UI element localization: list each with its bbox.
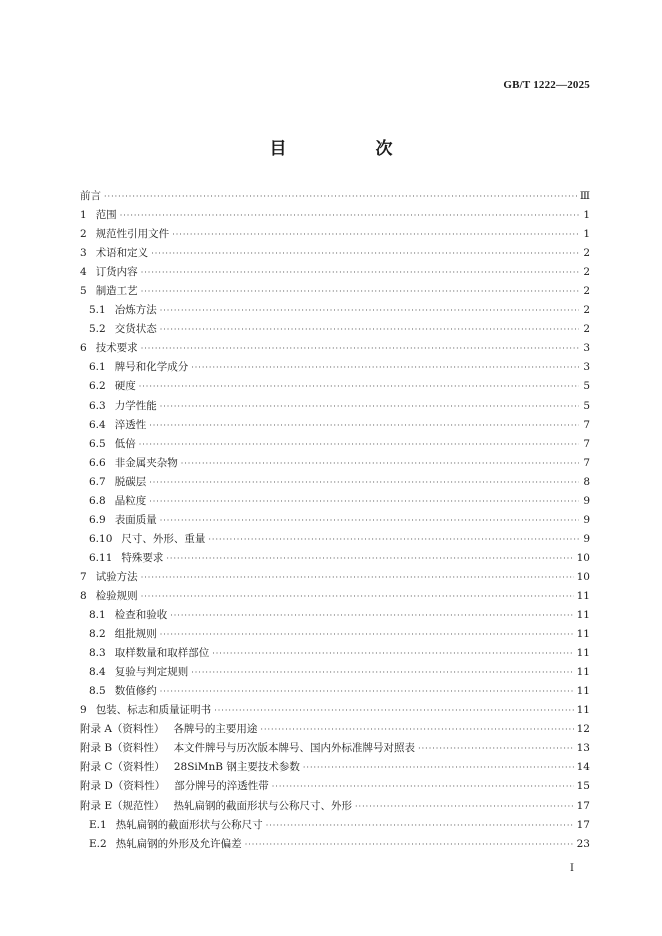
- toc-entry-label: 各牌号的主要用途: [173, 723, 258, 736]
- toc-entry-label: 交货状态: [114, 323, 157, 336]
- toc-entry-page: 7: [583, 437, 590, 450]
- toc-entry-number: 1: [80, 209, 87, 222]
- toc-entry-page: 8: [583, 475, 590, 488]
- toc-entry-number: 8.4: [89, 666, 106, 679]
- toc-entry[interactable]: [80, 683, 590, 702]
- toc-entry[interactable]: [80, 302, 590, 321]
- toc-entry-label: 前言: [80, 190, 101, 202]
- standard-code: GB/T 1222—2025: [503, 79, 590, 91]
- toc-entry-number: 3: [80, 247, 87, 260]
- toc-leader-dots: [181, 459, 579, 468]
- toc-entry-number: 6.1: [89, 361, 106, 374]
- toc-entry-number: 6.7: [89, 475, 106, 488]
- toc-entry-page: 9: [583, 494, 590, 507]
- toc-leader-dots: [260, 725, 573, 734]
- toc-entry[interactable]: [80, 283, 590, 302]
- toc-entry-page: 10: [576, 551, 590, 564]
- toc-entry-label: 低倍: [114, 437, 136, 450]
- toc-leader-dots: [191, 363, 579, 372]
- toc-entry-label: 28SiMnB 钢主要技术参数: [173, 761, 300, 774]
- toc-entry-label: 淬透性: [114, 418, 147, 431]
- toc-entry-page: 3: [583, 361, 590, 374]
- toc-entry-page: 2: [583, 304, 590, 317]
- toc-entry-page: 11: [576, 589, 590, 602]
- toc-leader-dots: [104, 192, 577, 201]
- toc-entry-number: 6: [80, 342, 87, 355]
- toc-entry-label: 硬度: [114, 380, 136, 393]
- toc-entry[interactable]: [80, 778, 590, 797]
- toc-leader-dots: [139, 382, 579, 391]
- toc-entry-number: 附录 B（资料性）: [80, 742, 165, 755]
- toc-entry-page: 11: [576, 666, 590, 679]
- toc-leader-dots: [160, 630, 574, 639]
- toc-entry-page: 12: [576, 723, 590, 736]
- toc-entry-label: 脱碳层: [114, 475, 147, 488]
- toc-entry[interactable]: [80, 759, 590, 778]
- toc-entry-number: 附录 E（规范性）: [80, 799, 165, 812]
- toc-entry-label: 试验方法: [95, 570, 138, 583]
- toc-entry-label: 部分牌号的淬透性带: [174, 780, 269, 793]
- toc-leader-dots: [160, 306, 579, 315]
- toc-entry[interactable]: [80, 607, 590, 626]
- toc-entry-label: 数值修约: [114, 685, 157, 698]
- toc-entry-page: 11: [576, 704, 590, 717]
- toc-leader-dots: [214, 706, 573, 715]
- toc-entry-page: 14: [576, 761, 590, 774]
- toc-entry-label: 非金属夹杂物: [114, 456, 178, 469]
- toc-leader-dots: [120, 211, 579, 220]
- toc-entry-number: 6.4: [89, 418, 106, 431]
- toc-entry-page: 11: [576, 628, 590, 641]
- toc-entry-page: 2: [583, 247, 590, 260]
- toc-leader-dots: [303, 763, 574, 772]
- toc-entry-number: 8.2: [89, 628, 106, 641]
- table-of-contents: [80, 188, 590, 855]
- toc-leader-dots: [160, 687, 574, 696]
- toc-entry-page: 9: [583, 532, 590, 545]
- toc-leader-dots: [141, 573, 574, 582]
- toc-entry-number: 6.8: [89, 494, 106, 507]
- toc-entry-number: 8.1: [89, 609, 106, 622]
- toc-entry-number: 6.5: [89, 437, 106, 450]
- toc-entry-label: 晶粒度: [114, 494, 147, 507]
- toc-leader-dots: [172, 230, 579, 239]
- toc-entry[interactable]: [80, 188, 590, 207]
- toc-entry-label: 表面质量: [114, 513, 157, 526]
- toc-entry-number: 4: [80, 266, 87, 279]
- toc-entry-label: 尺寸、外形、重量: [121, 532, 206, 545]
- toc-entry-number: 附录 C（资料性）: [80, 761, 165, 774]
- toc-entry-number: 6.6: [89, 456, 106, 469]
- toc-entry-number: 6.3: [89, 399, 106, 412]
- toc-entry[interactable]: [80, 588, 590, 607]
- toc-leader-dots: [149, 421, 579, 430]
- toc-leader-dots: [355, 802, 574, 811]
- toc-entry-number: 8.5: [89, 685, 106, 698]
- toc-entry-number: 附录 A（资料性）: [80, 723, 165, 736]
- toc-entry-number: 2: [80, 228, 87, 241]
- toc-entry[interactable]: [80, 626, 590, 645]
- toc-entry-page: 9: [583, 513, 590, 526]
- toc-entry-label: 范围: [95, 209, 117, 222]
- toc-entry-page: 2: [583, 285, 590, 298]
- toc-leader-dots: [141, 592, 574, 601]
- toc-entry-label: 力学性能: [114, 399, 157, 412]
- toc-entry-label: 检验规则: [95, 589, 138, 602]
- toc-entry[interactable]: [80, 493, 590, 512]
- toc-entry-page: 11: [576, 609, 590, 622]
- toc-entry-page: 5: [583, 380, 590, 393]
- toc-entry-label: 制造工艺: [95, 285, 138, 298]
- toc-leader-dots: [170, 611, 573, 620]
- toc-entry-number: 9: [80, 704, 87, 717]
- toc-entry-page: 7: [583, 456, 590, 469]
- toc-entry-number: 5.1: [89, 304, 106, 317]
- toc-entry-number: 7: [80, 570, 87, 583]
- toc-entry-label: 特殊要求: [121, 551, 164, 564]
- toc-leader-dots: [272, 782, 574, 791]
- toc-entry-label: 包装、标志和质量证明书: [95, 704, 212, 717]
- toc-entry-label: 术语和定义: [95, 247, 149, 260]
- page-title: 目 次: [269, 139, 429, 159]
- toc-entry-label: 取样数量和取样部位: [114, 647, 210, 660]
- toc-entry[interactable]: [80, 474, 590, 493]
- toc-entry-page: 17: [576, 799, 590, 812]
- toc-entry[interactable]: [80, 321, 590, 340]
- toc-entry-label: 热轧扁钢的截面形状与公称尺寸: [115, 818, 263, 831]
- toc-entry-number: E.2: [89, 837, 107, 850]
- page-number: Ⅰ: [570, 863, 574, 874]
- toc-entry[interactable]: [80, 702, 590, 721]
- toc-entry-number: 6.9: [89, 513, 106, 526]
- toc-entry-page: 7: [583, 418, 590, 431]
- toc-entry-page: 1: [583, 228, 590, 241]
- toc-entry[interactable]: [80, 245, 590, 264]
- toc-entry-number: 附录 D（资料性）: [80, 780, 166, 793]
- toc-entry-label: 检查和验收: [114, 609, 168, 622]
- toc-entry-label: 组批规则: [114, 628, 157, 641]
- toc-entry-label: 本文件牌号与历次版本牌号、国内外标准牌号对照表: [173, 742, 416, 755]
- toc-entry-number: 5: [80, 285, 87, 298]
- toc-leader-dots: [149, 497, 579, 506]
- toc-entry-page: 2: [583, 323, 590, 336]
- toc-entry-page: 5: [583, 399, 590, 412]
- toc-leader-dots: [160, 325, 579, 334]
- toc-entry-number: 5.2: [89, 323, 106, 336]
- toc-entry-page: Ⅲ: [579, 190, 590, 202]
- toc-entry-label: 牌号和化学成分: [114, 361, 189, 374]
- toc-entry[interactable]: [80, 264, 590, 283]
- toc-entry-page: 15: [576, 780, 590, 793]
- toc-entry-page: 13: [576, 742, 590, 755]
- toc-entry-label: 复验与判定规则: [114, 666, 189, 679]
- toc-entry[interactable]: [80, 512, 590, 531]
- toc-entry[interactable]: [80, 455, 590, 474]
- toc-entry-page: 2: [583, 266, 590, 279]
- toc-entry-page: 23: [576, 837, 590, 850]
- toc-entry-label: 技术要求: [95, 342, 138, 355]
- toc-entry-number: 6.2: [89, 380, 106, 393]
- toc-entry-page: 11: [576, 685, 590, 698]
- toc-entry-label: 规范性引用文件: [95, 228, 170, 241]
- toc-leader-dots: [212, 649, 573, 658]
- toc-entry-page: 10: [576, 570, 590, 583]
- toc-entry-page: 1: [583, 209, 590, 222]
- toc-entry[interactable]: [80, 569, 590, 588]
- toc-leader-dots: [151, 249, 579, 258]
- toc-entry[interactable]: [80, 398, 590, 417]
- toc-leader-dots: [141, 268, 579, 277]
- toc-leader-dots: [166, 554, 573, 563]
- toc-leader-dots: [191, 668, 573, 677]
- toc-leader-dots: [418, 744, 574, 753]
- toc-leader-dots: [245, 840, 574, 849]
- toc-leader-dots: [160, 402, 579, 411]
- toc-entry[interactable]: [80, 836, 590, 855]
- toc-entry-number: 8.3: [89, 647, 106, 660]
- toc-leader-dots: [208, 535, 579, 544]
- toc-leader-dots: [141, 344, 579, 353]
- toc-entry-number: E.1: [89, 818, 107, 831]
- toc-leader-dots: [139, 440, 579, 449]
- toc-entry-label: 冶炼方法: [114, 304, 157, 317]
- toc-entry[interactable]: [80, 721, 590, 740]
- toc-entry-number: 6.11: [89, 551, 113, 564]
- toc-entry[interactable]: [80, 378, 590, 397]
- toc-leader-dots: [149, 478, 579, 487]
- toc-entry[interactable]: [80, 207, 590, 226]
- toc-entry-label: 热轧扁钢的外形及允许偏差: [115, 837, 242, 850]
- toc-leader-dots: [160, 516, 579, 525]
- toc-entry[interactable]: [80, 817, 590, 836]
- toc-entry[interactable]: [80, 550, 590, 569]
- toc-entry[interactable]: [80, 645, 590, 664]
- toc-entry-label: 热轧扁钢的截面形状与公称尺寸、外形: [173, 799, 353, 812]
- toc-entry-page: 3: [583, 342, 590, 355]
- toc-entry[interactable]: [80, 798, 590, 817]
- toc-entry[interactable]: [80, 531, 590, 550]
- toc-entry[interactable]: [80, 226, 590, 245]
- toc-entry[interactable]: [80, 436, 590, 455]
- toc-entry-page: 11: [576, 647, 590, 660]
- toc-entry[interactable]: [80, 340, 590, 359]
- toc-entry[interactable]: [80, 417, 590, 436]
- toc-entry[interactable]: [80, 359, 590, 378]
- toc-leader-dots: [266, 821, 574, 830]
- toc-entry-number: 8: [80, 589, 87, 602]
- toc-leader-dots: [141, 287, 579, 296]
- toc-entry-label: 订货内容: [95, 266, 138, 279]
- toc-entry[interactable]: [80, 664, 590, 683]
- toc-entry[interactable]: [80, 740, 590, 759]
- toc-entry-number: 6.10: [89, 532, 113, 545]
- toc-entry-page: 17: [576, 818, 590, 831]
